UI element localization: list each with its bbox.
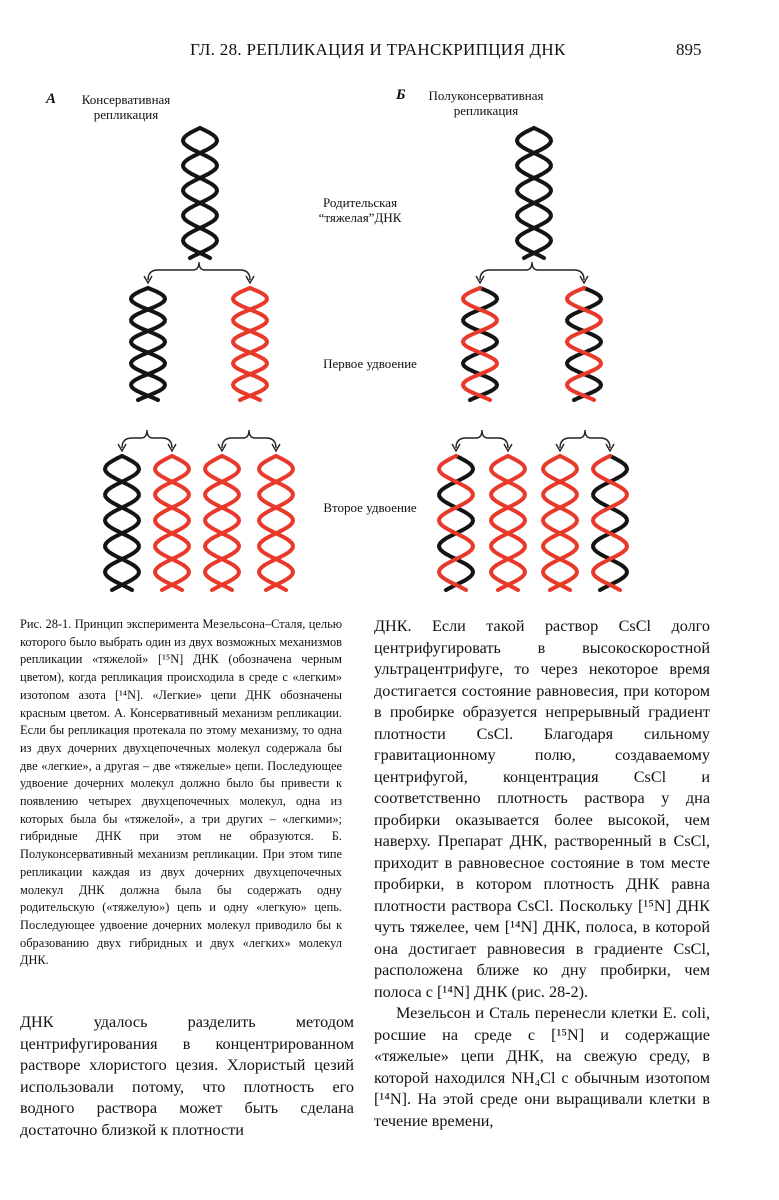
body-right-paragraph-1: ДНК. Если такой раствор CsCl долго центрифугировать в высокоскоростной ультрацентрифуге, то через некоторое время достигается состояние равновесия, при котором в пробирке образуется непрерывный градиент плотности CsCl. Благодаря сильному гравитационному полю, создаваемому центрифугой, концентрация CsCl и соответственно плотность раствора у дна пробирки оказывается более высокой, чем наверху. Препарат ДНК, растворенный в CsCl, приходит в равновесное состояние в том месте пробирки, в котором плотность ДНК равна плотности раствора CsCl. Поскольку [¹⁵N] ДНК чуть тяжелее, чем [¹⁴N] ДНК, полоса, в которой она достигает равновесия в градиенте CsCl, расположена ближе ко дну пробирки, чем полоса с [¹⁴N] ДНК (рис. 28-2).: [374, 617, 710, 1001]
gen1-a-heavy: [131, 288, 165, 400]
figure-28-1: [0, 80, 779, 600]
panel-a-label-line1: Консервативная: [81, 92, 171, 107]
gen1-b-hybrid-2: [567, 288, 601, 400]
body-left-paragraph: ДНК удалось разделить методом центрифугирования в концентрированном растворе хлористого цезия. Хлористый цезий использовали потому, что плотность его водного раствора может быть сделана достаточно близкой к плотности: [20, 1013, 354, 1139]
panel-b-label-line2: репликация: [453, 103, 519, 118]
first-doubling-label: Первое удвоение: [323, 356, 417, 371]
running-header: [0, 40, 779, 64]
gen1-a-light: [233, 288, 267, 400]
gen2-a-3: [205, 456, 239, 590]
gen2-a-2: [155, 456, 189, 590]
figure-caption: [20, 616, 342, 970]
gen2-a-4: [259, 456, 293, 590]
gen2-b-2: [491, 456, 525, 590]
chapter-title: ГЛ. 28. РЕПЛИКАЦИЯ И ТРАНСКРИПЦИЯ ДНК: [190, 40, 566, 59]
panel-a-label: [62, 92, 190, 122]
brace-b-2b: [556, 430, 614, 451]
panel-a-label-line2: репликация: [93, 107, 159, 122]
parent-dna-a: [183, 128, 217, 258]
body-right-paragraph-2: Мезельсон и Сталь перенесли клетки E. coli, росшие на среде с [¹⁵N] и содержащие «тяжелые» цепи ДНК, на свежую среду, в которой находился NH₄Cl с обычным изотопом [¹⁴N]. На этой среде они выращивали клетки в течение времени,: [374, 1004, 710, 1130]
body-text-right-column: [374, 616, 710, 1132]
second-doubling-label: Второе удвоение: [323, 500, 417, 515]
gen2-b-1: [439, 456, 473, 590]
gen2-b-3: [543, 456, 577, 590]
brace-b-2a: [452, 430, 512, 451]
dna-diagram: [0, 80, 779, 600]
body-text-left-column: [20, 1012, 354, 1141]
brace-a-1: [144, 262, 254, 283]
panel-b-label: [412, 88, 560, 118]
panel-a-letter: А: [46, 91, 57, 107]
parent-dna-label-line2: “тяжелая”ДНК: [318, 210, 402, 225]
page-number: 895: [676, 40, 702, 59]
brace-a-2a: [118, 430, 176, 451]
brace-a-2b: [218, 430, 280, 451]
gen2-b-4: [593, 456, 627, 590]
brace-b-1: [476, 262, 588, 283]
gen2-a-1: [105, 456, 139, 590]
parent-dna-label-line1: Родительская: [322, 195, 398, 210]
parent-dna-label: [300, 195, 420, 225]
panel-b-letter: Б: [396, 87, 406, 103]
caption-text: Рис. 28-1. Принцип эксперимента Мезельсона–Сталя, целью которого было выбрать один из двух возможных механизмов репликации «тяжелой» [¹⁵N] ДНК (обозначена черным цветом), когда репликация происходила в среде с «легким» изотопом азота [¹⁴N]. «Легкие» цепи ДНК обозначены красным цветом. А. Консервативный механизм репликации. Если бы репликация протекала по этому механизму, то одна из двух дочерних двухцепочечных молекул содержала бы две «легкие», а другая – две «тяжелые» цепи. Последующее удвоение дочерних молекул должно было бы привести к появлению четырех двухцепочечных молекул, одна из которых была бы «тяжелой», а три других – «легкими»; гибридные ДНК при этом не образуются. Б. Полуконсервативный механизм репликации. При этом типе репликации каждая из двух дочерних двухцепочечных молекул ДНК должна была бы содержать одну родительскую («тяжелую») цепь и одну «легкую» цепь. Последующее удвоение дочерних молекул приводило бы к образованию двух гибридных и двух «легких» молекул ДНК.: [20, 617, 342, 968]
parent-dna-b: [517, 128, 551, 258]
panel-b-label-line1: Полуконсервативная: [428, 88, 544, 103]
gen1-b-hybrid-1: [463, 288, 497, 400]
